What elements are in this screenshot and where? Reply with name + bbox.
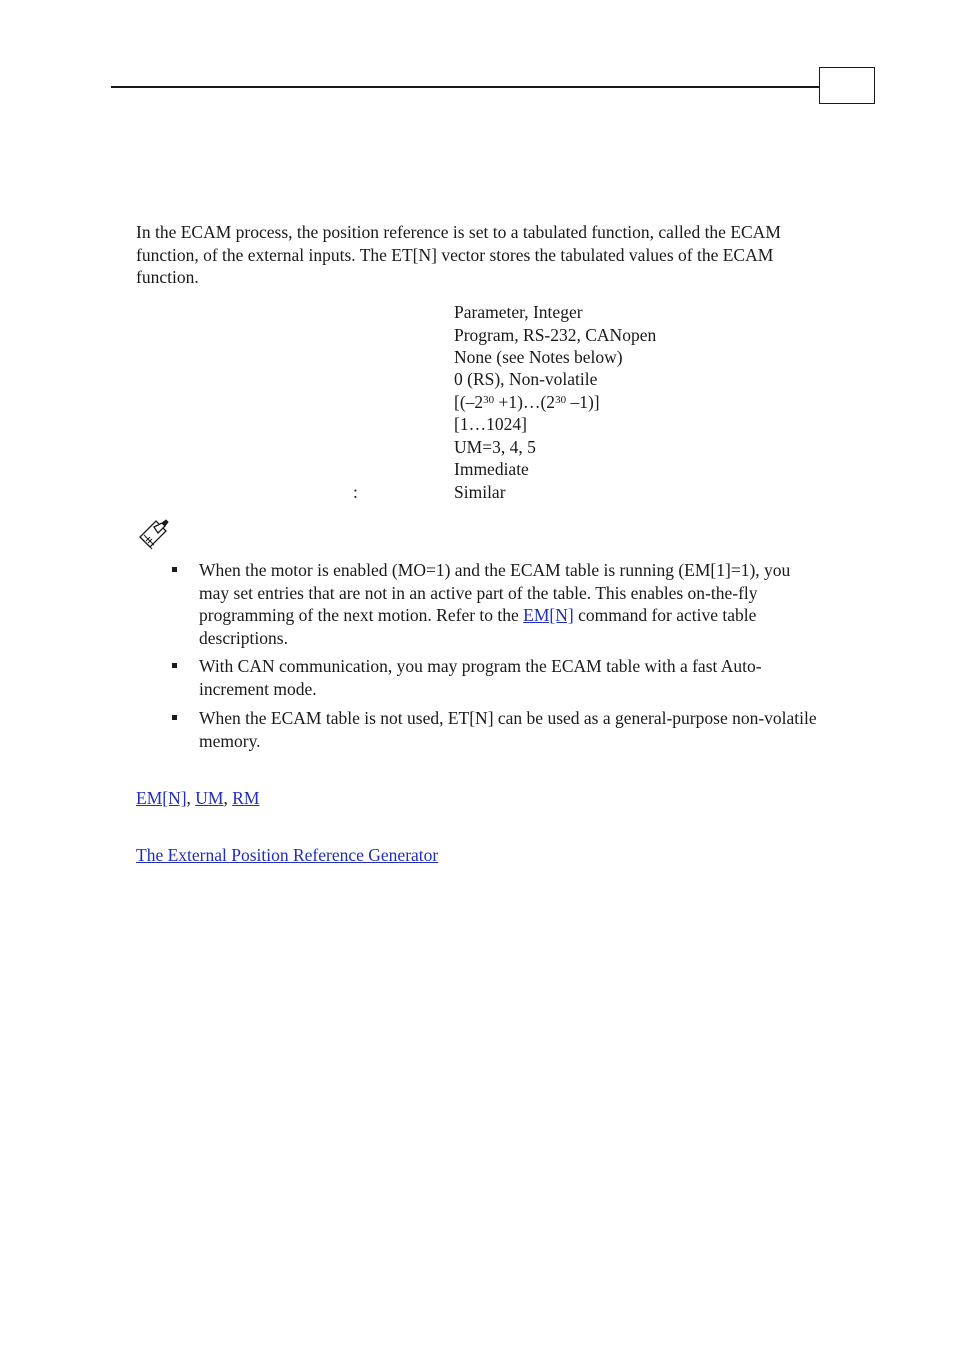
attribute-row-unit-modes [136,436,736,458]
header-rule [111,86,820,88]
attribute-row-type [136,301,736,323]
intro-paragraph: In the ECAM process, the position reference is set to a tabulated function, called the ECAM function, of the external inputs. The ET[N] vector stores the tabulated values of the ECAM function. [136,222,781,287]
attribute-value: Parameter, Integer [454,302,583,322]
chapter-link[interactable]: The External Position Reference Generator [136,845,439,865]
um-link[interactable]: UM [195,788,224,808]
note-item: When the ECAM table is not used, ET[N] can be used as a general-purpose non-volatile memory. [199,708,817,751]
attribute-value: [($-2^{30}$ $+1)\dots(2^{30}$ –1)] [454,392,600,412]
attribute-value: Program, RS-232, CANopen [454,325,657,345]
attribute-value: Immediate [454,459,529,479]
attribute-value: None (see Notes below) [454,347,623,367]
attribute-row-source [136,324,736,346]
attribute-row-restrictions [136,346,736,368]
note-pencil-icon [136,519,170,551]
attribute-value: [1…1024] [454,414,527,434]
attribute-value: Similar [454,482,506,502]
related-commands: EM[N], UM, RM [136,788,260,808]
note-item: When the motor is enabled (MO=1) and the ECAM table is running (EM[1]=1), you may set entries that are not in an active part of the table. This enables on-the-fly programming of the next motion. Refer to the EM[N] command for active table descriptions. [199,560,791,648]
attribute-value: UM=3, 4, 5 [454,437,536,457]
attribute-value: 0 (RS), Non-volatile [454,369,598,389]
attribute-row-activation [136,458,736,480]
attribute-row-index-range [136,413,736,435]
page-number-box [819,67,875,104]
rm-link[interactable]: RM [232,788,260,808]
attribute-row-range [136,391,736,413]
em-n-link[interactable]: EM[N] [136,788,187,808]
note-item: With CAN communication, you may program the ECAM table with a fast Auto-increment mode. [199,656,762,699]
chapter-reference [136,844,438,867]
em-n-link[interactable]: EM[N] [523,605,574,625]
attribute-row-compatibility: : Similar [353,482,506,502]
attribute-row-default [136,368,736,390]
